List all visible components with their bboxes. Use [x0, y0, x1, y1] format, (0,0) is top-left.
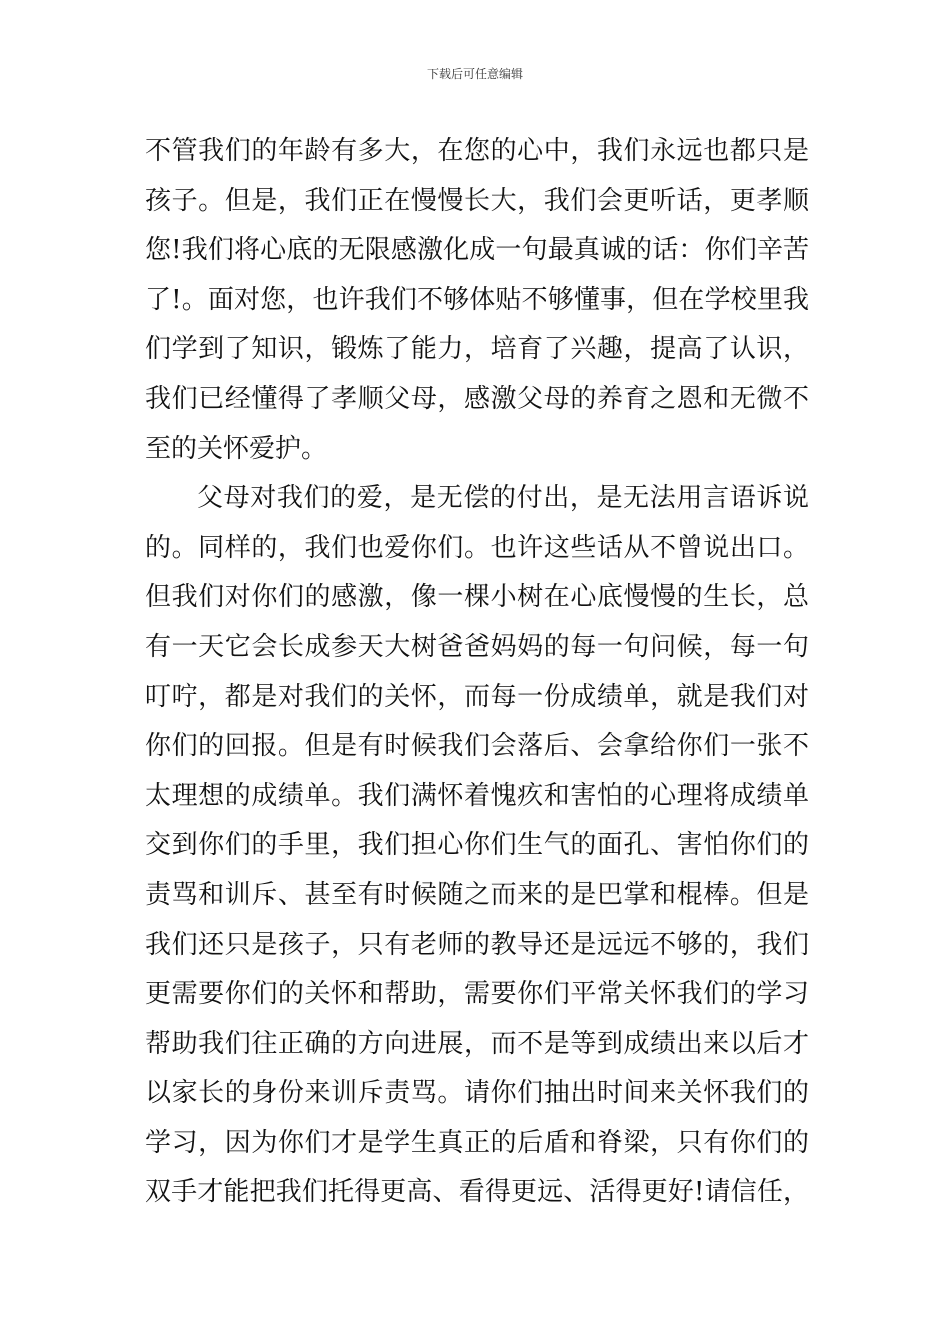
text-line: 太理想的成绩单。我们满怀着愧疚和害怕的心理将成绩单: [145, 780, 809, 811]
page-header-note: 下载后可任意编辑: [426, 67, 523, 81]
text-line: 责骂和训斥、甚至有时候随之而来的是巴掌和棍棒。但是: [145, 879, 809, 910]
text-line: 了!。面对您，也许我们不够体贴不够懂事，但在学校里我: [145, 284, 809, 315]
text-line: 至的关怀爱护。: [145, 433, 328, 464]
text-line: 我们还只是孩子，只有老师的教导还是远远不够的，我们: [145, 929, 809, 960]
text-line: 不管我们的年龄有多大，在您的心中，我们永远也都只是: [145, 136, 809, 166]
text-line: 叮咛，都是对我们的关怀，而每一份成绩单，就是我们对: [145, 681, 809, 712]
text-line: 但我们对你们的感激，像一棵小树在心底慢慢的生长，总: [145, 582, 809, 613]
text-line: 们学到了知识，锻炼了能力，培育了兴趣，提高了认识，: [145, 334, 809, 365]
text-line: 更需要你们的关怀和帮助，需要你们平常关怀我们的学习: [145, 979, 809, 1010]
text-line: 以家长的身份来训斥责骂。请你们抽出时间来关怀我们的: [145, 1078, 809, 1109]
paragraph-start-line: 父母对我们的爱，是无偿的付出，是无法用言语诉说: [197, 483, 809, 514]
text-line: 我们已经懂得了孝顺父母，感激父母的养育之恩和无微不: [145, 383, 809, 414]
text-line: 孩子。但是，我们正在慢慢长大，我们会更听话，更孝顺: [145, 185, 809, 216]
text-line: 您!我们将心底的无限感激化成一句最真诚的话：你们辛苦: [145, 235, 809, 266]
text-line: 有一天它会长成参天大树爸爸妈妈的每一句问候，每一句: [145, 631, 809, 662]
body-text: [145, 127, 809, 1218]
text-line: 学习，因为你们才是学生真正的后盾和脊梁，只有你们的: [145, 1127, 809, 1158]
text-line: 的。同样的，我们也爱你们。也许这些话从不曾说出口。: [145, 532, 809, 563]
text-line: 双手才能把我们托得更高、看得更远、活得更好!请信任，: [145, 1177, 809, 1208]
text-line: 交到你们的手里，我们担心你们生气的面孔、害怕你们的: [145, 830, 809, 861]
text-line: 帮助我们往正确的方向进展，而不是等到成绩出来以后才: [145, 1028, 809, 1059]
text-line: 你们的回报。但是有时候我们会落后、会拿给你们一张不: [145, 731, 809, 762]
